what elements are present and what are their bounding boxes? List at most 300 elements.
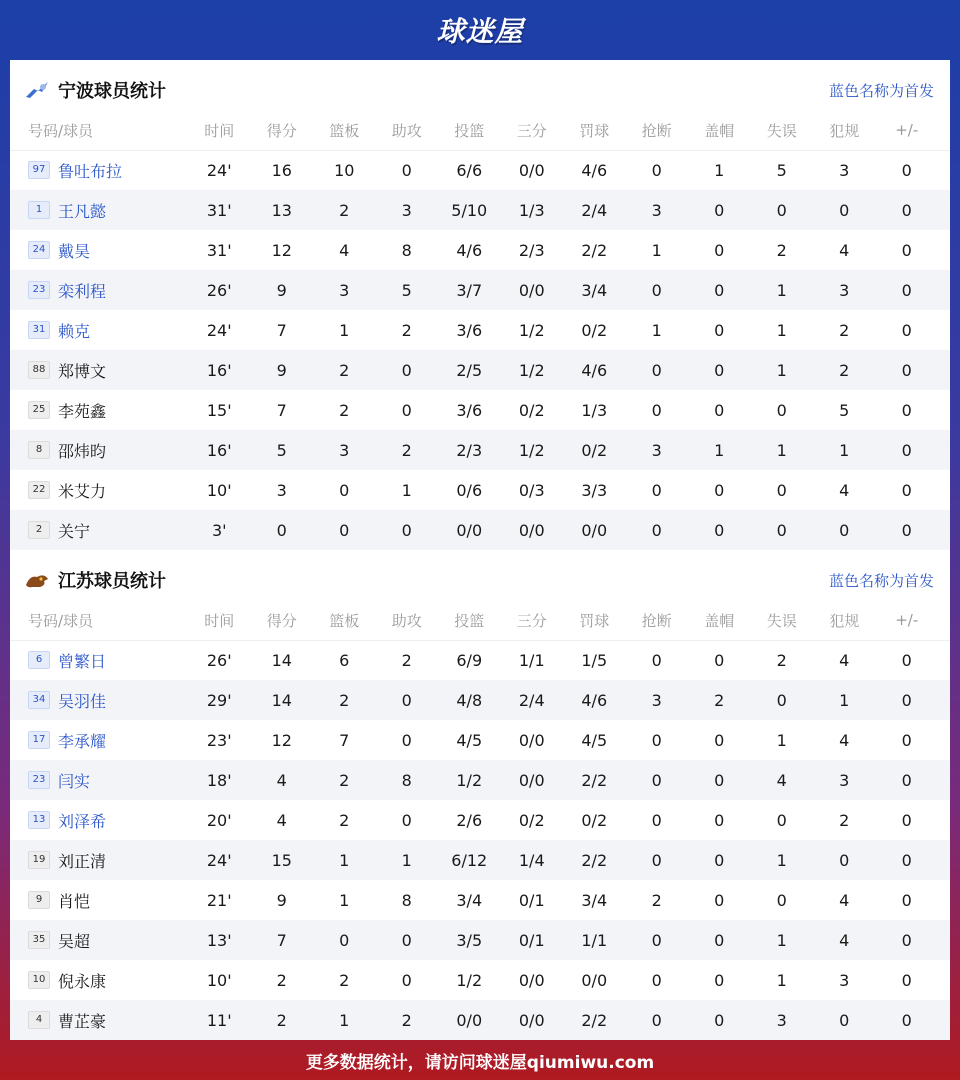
stat-cell: 0	[901, 160, 912, 180]
stat-cell: 0	[651, 650, 662, 670]
stat-cell: 0/2	[581, 810, 608, 830]
player-name[interactable]: 李承耀	[58, 731, 107, 751]
stat-cell: 0/0	[518, 730, 545, 750]
stat-cell: 9	[276, 360, 287, 380]
stat-cell: 0	[339, 930, 350, 950]
player-name[interactable]: 闫实	[58, 771, 91, 791]
jersey-number-badge: 6	[28, 651, 50, 669]
stat-cell: 4/6	[456, 240, 483, 260]
stat-cell: 3/3	[581, 480, 608, 500]
stat-cell: 4	[276, 770, 287, 790]
player-row[interactable]	[10, 720, 950, 760]
jersey-number-badge: 88	[28, 361, 50, 379]
column-header[interactable]: 盖帽	[704, 121, 735, 140]
stat-cell: 2	[401, 320, 412, 340]
stat-cell: 1/2	[518, 440, 545, 460]
stat-cell: 14	[271, 650, 292, 670]
stat-cell: 1	[776, 280, 787, 300]
player-name[interactable]: 刘泽希	[58, 811, 107, 831]
stat-cell: 3	[339, 280, 350, 300]
stat-cell: 7	[276, 400, 287, 420]
footer-banner[interactable]	[0, 1040, 960, 1080]
stat-cell: 0	[901, 400, 912, 420]
team-title: 江苏球员统计	[58, 571, 166, 592]
stat-cell: 12	[271, 730, 292, 750]
player-cell	[10, 479, 188, 502]
jersey-number-badge: 31	[28, 321, 50, 339]
stat-cell: 0	[714, 1010, 725, 1030]
stat-cell: 0	[901, 480, 912, 500]
stat-cell: 3	[276, 480, 287, 500]
column-header[interactable]: 时间	[204, 611, 235, 630]
player-name[interactable]: 邵炜昀	[58, 441, 107, 461]
stat-cell: 0	[901, 850, 912, 870]
player-row[interactable]	[10, 270, 950, 310]
player-cell	[10, 399, 188, 422]
footer-text: 更多数据统计，请访问球迷屋qiumiwu.com	[305, 1052, 655, 1073]
column-header[interactable]: 三分	[516, 611, 547, 630]
header-bar	[0, 0, 960, 60]
column-header[interactable]: 得分	[266, 611, 297, 630]
player-cell	[10, 519, 188, 542]
player-row[interactable]	[10, 470, 950, 510]
stat-cell: 2	[339, 360, 350, 380]
stat-cell: 10	[334, 160, 355, 180]
stat-cell: 0	[401, 690, 412, 710]
stat-cell: 0	[901, 810, 912, 830]
stat-cell: 3/4	[456, 890, 483, 910]
player-row[interactable]	[10, 230, 950, 270]
stat-cell: 0	[276, 520, 287, 540]
stat-cell: 3	[839, 160, 850, 180]
stat-cell: 6/9	[456, 650, 483, 670]
stats-card	[10, 60, 950, 1040]
stat-cell: 7	[276, 320, 287, 340]
jersey-number-badge: 4	[28, 1011, 50, 1029]
stat-cell: 1/4	[518, 850, 545, 870]
player-cell	[10, 929, 188, 952]
stat-cell: 0	[901, 280, 912, 300]
stat-cell: 1	[339, 890, 350, 910]
stat-cell: 2	[339, 690, 350, 710]
stat-cell: 0	[651, 970, 662, 990]
stat-cell: 29'	[206, 690, 232, 710]
stat-cell: 0	[776, 690, 787, 710]
jersey-number-badge: 35	[28, 931, 50, 949]
column-header[interactable]: 盖帽	[704, 611, 735, 630]
stat-cell: 0	[401, 810, 412, 830]
stat-cell: 0	[839, 1010, 850, 1030]
stat-cell: 6	[339, 650, 350, 670]
stat-cell: 0	[776, 480, 787, 500]
player-cell	[10, 809, 188, 832]
stat-cell: 13'	[206, 930, 232, 950]
stat-cell: 2	[339, 400, 350, 420]
player-row[interactable]	[10, 760, 950, 800]
stat-cell: 2	[339, 970, 350, 990]
stat-cell: 1	[339, 320, 350, 340]
stat-cell: 2	[401, 440, 412, 460]
stat-cell: 2	[776, 650, 787, 670]
stat-cell: 1	[776, 360, 787, 380]
stat-cell: 0	[401, 360, 412, 380]
stat-cell: 2	[839, 360, 850, 380]
stat-cell: 0	[901, 730, 912, 750]
stat-cell: 0	[901, 890, 912, 910]
player-row[interactable]	[10, 800, 950, 840]
column-header[interactable]: 时间	[204, 121, 235, 140]
stat-cell: 5	[276, 440, 287, 460]
player-name[interactable]: 倪永康	[58, 971, 107, 991]
column-header[interactable]: 抢断	[641, 611, 672, 630]
stat-cell: 5	[776, 160, 787, 180]
player-name[interactable]: 肖恺	[58, 891, 91, 911]
stat-cell: 0	[839, 200, 850, 220]
stat-cell: 1/1	[518, 650, 545, 670]
stat-cell: 0	[714, 400, 725, 420]
jersey-number-badge: 23	[28, 771, 50, 789]
stat-cell: 0	[651, 1010, 662, 1030]
stat-cell: 10'	[206, 970, 232, 990]
player-name[interactable]: 吴羽佳	[58, 691, 107, 711]
column-header[interactable]: 投篮	[454, 121, 485, 140]
stat-cell: 0	[401, 970, 412, 990]
stat-cell: 0	[901, 970, 912, 990]
player-cell	[10, 439, 188, 462]
player-cell	[10, 849, 188, 872]
stat-cell: 0	[714, 360, 725, 380]
stat-cell: 2	[339, 200, 350, 220]
stat-cell: 0/1	[518, 890, 545, 910]
stat-cell: 2	[276, 970, 287, 990]
stat-cell: 1/1	[581, 930, 608, 950]
stat-cell: 5	[401, 280, 412, 300]
player-row[interactable]	[10, 640, 950, 680]
stat-cell: 2/2	[581, 770, 608, 790]
jersey-number-badge: 25	[28, 401, 50, 419]
stat-cell: 3	[839, 970, 850, 990]
stat-cell: 0/0	[518, 770, 545, 790]
stat-cell: 1/3	[581, 400, 608, 420]
stat-cell: 31'	[206, 240, 232, 260]
stat-cell: 1	[776, 930, 787, 950]
stat-cell: 0	[901, 650, 912, 670]
stat-cell: 3	[651, 690, 662, 710]
column-header[interactable]: 号码/球员	[28, 611, 94, 630]
player-name[interactable]: 鲁吐布拉	[58, 161, 123, 181]
stat-cell: 0/0	[518, 160, 545, 180]
jiangsu-dragons-logo-icon	[24, 569, 50, 591]
jersey-number-badge: 1	[28, 201, 50, 219]
stat-cell: 2/6	[456, 810, 483, 830]
stat-cell: 4/6	[581, 360, 608, 380]
stat-cell: 0	[651, 730, 662, 750]
stat-cell: 4	[839, 480, 850, 500]
player-row[interactable]	[10, 310, 950, 350]
team-title-row	[10, 70, 950, 110]
stat-cell: 0	[714, 320, 725, 340]
stat-cell: 2	[339, 770, 350, 790]
stat-cell: 2/2	[581, 240, 608, 260]
stat-cell: 0	[401, 730, 412, 750]
player-cell	[10, 199, 188, 222]
stat-cell: 0	[901, 360, 912, 380]
jersey-number-badge: 10	[28, 971, 50, 989]
stat-cell: 0	[651, 850, 662, 870]
stat-cell: 0	[776, 810, 787, 830]
stat-cell: 0	[651, 770, 662, 790]
stat-cell: 31'	[206, 200, 232, 220]
column-header[interactable]: 篮板	[329, 611, 360, 630]
stat-cell: 0	[714, 280, 725, 300]
stat-cell: 2	[276, 1010, 287, 1030]
stat-cell: 0	[776, 200, 787, 220]
stat-cell: 0	[776, 890, 787, 910]
stat-cell: 13	[271, 200, 292, 220]
stat-cell: 4	[339, 240, 350, 260]
column-header[interactable]: 三分	[516, 121, 547, 140]
stat-cell: 2/5	[456, 360, 483, 380]
stat-cell: 1	[776, 850, 787, 870]
player-row[interactable]	[10, 840, 950, 880]
column-header[interactable]: 犯规	[829, 611, 860, 630]
player-cell	[10, 729, 188, 752]
player-cell	[10, 769, 188, 792]
stat-cell: 0	[714, 200, 725, 220]
stat-cell: 7	[339, 730, 350, 750]
player-name[interactable]: 王凡懿	[58, 201, 107, 221]
player-row[interactable]	[10, 510, 950, 550]
stat-cell: 5	[839, 400, 850, 420]
jersey-number-badge: 17	[28, 731, 50, 749]
stat-cell: 0	[901, 930, 912, 950]
stat-cell: 2	[401, 650, 412, 670]
stat-cell: 0	[839, 520, 850, 540]
player-name[interactable]: 米艾力	[58, 481, 107, 501]
stat-cell: 2/4	[518, 690, 545, 710]
stat-cell: 0	[714, 890, 725, 910]
stat-cell: 0	[651, 280, 662, 300]
stat-cell: 0	[651, 360, 662, 380]
stat-cell: 4/5	[456, 730, 483, 750]
stat-cell: 0/0	[518, 1010, 545, 1030]
jersey-number-badge: 2	[28, 521, 50, 539]
stat-cell: 1	[339, 850, 350, 870]
stat-cell: 3/4	[581, 280, 608, 300]
column-header[interactable]: 失误	[766, 121, 797, 140]
stat-cell: 15'	[206, 400, 232, 420]
stat-cell: 2/3	[456, 440, 483, 460]
player-row[interactable]	[10, 150, 950, 190]
stat-cell: 0	[714, 730, 725, 750]
stat-cell: 2	[839, 320, 850, 340]
column-header[interactable]: 罚球	[579, 611, 610, 630]
stat-cell: 4	[776, 770, 787, 790]
stat-cell: 1	[776, 440, 787, 460]
column-header[interactable]: +/-	[895, 121, 919, 139]
stat-cell: 8	[401, 890, 412, 910]
stat-cell: 1	[776, 730, 787, 750]
starter-legend-note: 蓝色名称为首发	[828, 571, 934, 590]
stat-cell: 3	[776, 1010, 787, 1030]
player-name[interactable]: 关宁	[58, 521, 91, 541]
stat-cell: 0	[401, 520, 412, 540]
player-row[interactable]	[10, 190, 950, 230]
stat-cell: 2	[839, 810, 850, 830]
stat-cell: 3/7	[456, 280, 483, 300]
stat-cell: 11'	[206, 1010, 232, 1030]
stat-cell: 14	[271, 690, 292, 710]
column-header[interactable]: 失误	[766, 611, 797, 630]
stat-cell: 1	[714, 160, 725, 180]
stat-cell: 0	[714, 770, 725, 790]
stat-cell: 3	[839, 770, 850, 790]
player-name[interactable]: 赖克	[58, 321, 91, 341]
stat-cell: 1	[714, 440, 725, 460]
player-cell	[10, 359, 188, 382]
jersey-number-badge: 97	[28, 161, 50, 179]
stat-cell: 3/5	[456, 930, 483, 950]
player-name[interactable]: 李苑鑫	[58, 401, 107, 421]
player-row[interactable]	[10, 960, 950, 1000]
stat-cell: 24'	[206, 160, 232, 180]
column-header[interactable]: 号码/球员	[28, 121, 94, 140]
player-cell	[10, 969, 188, 992]
stat-cell: 1	[401, 850, 412, 870]
stat-cell: 2	[651, 890, 662, 910]
stat-cell: 9	[276, 890, 287, 910]
stat-cell: 6/6	[456, 160, 483, 180]
stat-cell: 1	[651, 240, 662, 260]
column-header-row	[10, 600, 950, 641]
stat-cell: 0/0	[518, 520, 545, 540]
stat-cell: 3/4	[581, 890, 608, 910]
stat-cell: 2	[714, 690, 725, 710]
stat-cell: 26'	[206, 280, 232, 300]
column-header[interactable]: 罚球	[579, 121, 610, 140]
player-name[interactable]: 曾繁日	[58, 651, 107, 671]
player-row[interactable]	[10, 390, 950, 430]
stat-cell: 4/5	[581, 730, 608, 750]
stat-cell: 20'	[206, 810, 232, 830]
player-row[interactable]	[10, 350, 950, 390]
stat-cell: 1/2	[518, 360, 545, 380]
stat-cell: 4	[839, 650, 850, 670]
stat-cell: 15	[271, 850, 292, 870]
player-cell	[10, 689, 188, 712]
column-header[interactable]: +/-	[895, 611, 919, 629]
stat-cell: 0/0	[581, 970, 608, 990]
column-header[interactable]: 犯规	[829, 121, 860, 140]
starter-legend-note: 蓝色名称为首发	[828, 81, 934, 100]
stat-cell: 24'	[206, 320, 232, 340]
stat-cell: 0/0	[456, 520, 483, 540]
player-name[interactable]: 刘正清	[58, 851, 107, 871]
stat-cell: 0	[901, 520, 912, 540]
column-header[interactable]: 篮板	[329, 121, 360, 140]
player-name[interactable]: 栾利程	[58, 281, 107, 301]
player-row[interactable]	[10, 880, 950, 920]
stat-cell: 0	[401, 400, 412, 420]
column-header[interactable]: 助攻	[391, 121, 422, 140]
stat-cell: 0	[776, 400, 787, 420]
column-header[interactable]: 得分	[266, 121, 297, 140]
stat-cell: 3/6	[456, 320, 483, 340]
stat-cell: 0/1	[518, 930, 545, 950]
player-cell	[10, 159, 188, 182]
stat-cell: 23'	[206, 730, 232, 750]
stat-cell: 4	[276, 810, 287, 830]
stat-cell: 18'	[206, 770, 232, 790]
stat-cell: 0	[714, 930, 725, 950]
stat-cell: 3	[339, 440, 350, 460]
stat-cell: 0	[714, 480, 725, 500]
column-header[interactable]: 助攻	[391, 611, 422, 630]
stat-cell: 1	[776, 970, 787, 990]
stat-cell: 4	[839, 930, 850, 950]
stat-cell: 2/4	[581, 200, 608, 220]
stat-cell: 2	[401, 1010, 412, 1030]
stat-cell: 0	[401, 930, 412, 950]
player-row[interactable]	[10, 1000, 950, 1040]
player-name[interactable]: 曹芷豪	[58, 1011, 107, 1031]
stat-cell: 0	[714, 240, 725, 260]
stat-cell: 0	[651, 480, 662, 500]
stat-cell: 0	[714, 650, 725, 670]
team-title-row	[10, 560, 950, 600]
column-header[interactable]: 抢断	[641, 121, 672, 140]
player-row[interactable]	[10, 680, 950, 720]
jersey-number-badge: 13	[28, 811, 50, 829]
jersey-number-badge: 22	[28, 481, 50, 499]
stat-cell: 1	[839, 440, 850, 460]
stat-cell: 2	[776, 240, 787, 260]
stat-cell: 24'	[206, 850, 232, 870]
stat-cell: 1/2	[456, 770, 483, 790]
stat-cell: 12	[271, 240, 292, 260]
team-title: 宁波球员统计	[58, 81, 166, 102]
stat-cell: 1	[839, 690, 850, 710]
stat-cell: 0	[901, 770, 912, 790]
player-cell	[10, 239, 188, 262]
player-cell	[10, 889, 188, 912]
player-name[interactable]: 郑博文	[58, 361, 107, 381]
player-name[interactable]: 吴超	[58, 931, 91, 951]
stat-cell: 0	[651, 930, 662, 950]
stat-cell: 0/3	[518, 480, 545, 500]
stat-cell: 0	[651, 810, 662, 830]
column-header[interactable]: 投篮	[454, 611, 485, 630]
stat-cell: 3	[839, 280, 850, 300]
player-row[interactable]	[10, 430, 950, 470]
stat-cell: 0/0	[456, 1010, 483, 1030]
stat-cell: 0/6	[456, 480, 483, 500]
site-logo[interactable]: 球迷屋	[436, 15, 524, 48]
stat-cell: 0	[714, 970, 725, 990]
stat-cell: 0	[339, 480, 350, 500]
stat-cell: 2/3	[518, 240, 545, 260]
player-name[interactable]: 戴昊	[58, 241, 91, 261]
ningbo-rockets-logo-icon	[24, 79, 50, 101]
player-row[interactable]	[10, 920, 950, 960]
stat-cell: 0	[901, 1010, 912, 1030]
stat-cell: 3/6	[456, 400, 483, 420]
stat-cell: 0	[776, 520, 787, 540]
stat-cell: 0	[339, 520, 350, 540]
jersey-number-badge: 23	[28, 281, 50, 299]
stat-cell: 0	[401, 160, 412, 180]
stat-cell: 3	[651, 440, 662, 460]
